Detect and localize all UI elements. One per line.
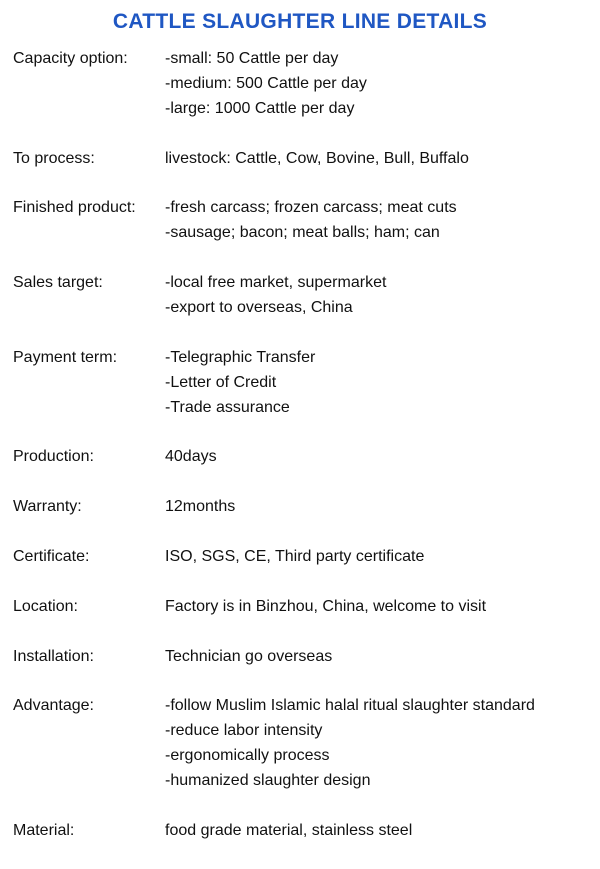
- spec-label-installation: Installation:: [13, 647, 94, 665]
- spec-values-finished-product: [165, 196, 593, 246]
- spec-label-payment-term: Payment term:: [13, 348, 118, 366]
- spec-values-location: [165, 595, 593, 620]
- spec-value-payment-term: -Trade assurance: [165, 398, 290, 416]
- spec-value-material: food grade material, stainless steel: [165, 821, 413, 839]
- spec-label-warranty: Warranty:: [13, 498, 82, 516]
- spec-value-capacity-option: -large: 1000 Cattle per day: [165, 99, 355, 117]
- spec-row-advantage: [13, 694, 593, 794]
- spec-values-advantage: [165, 694, 593, 794]
- spec-values-payment-term: [165, 346, 593, 421]
- spec-value-warranty: 12months: [165, 498, 236, 516]
- spec-label-location: Location:: [13, 597, 78, 615]
- spec-value-production: 40days: [165, 448, 217, 466]
- spec-values-material: [165, 819, 593, 844]
- spec-value-payment-term: -Letter of Credit: [165, 373, 277, 391]
- spec-label-material: Material:: [13, 821, 75, 839]
- spec-value-payment-term: -Telegraphic Transfer: [165, 348, 316, 366]
- spec-value-advantage: -follow Muslim Islamic halal ritual slaughter standard: [165, 697, 535, 715]
- spec-row-certificate: [13, 545, 593, 570]
- spec-value-certificate: ISO, SGS, CE, Third party certificate: [165, 548, 425, 566]
- spec-value-advantage: -reduce labor intensity: [165, 722, 323, 740]
- spec-value-finished-product: -fresh carcass; frozen carcass; meat cuts: [165, 199, 457, 217]
- page-title: CATTLE SLAUGHTER LINE DETAILS: [112, 10, 488, 33]
- spec-row-to-process: [13, 147, 593, 172]
- spec-label-certificate: Certificate:: [13, 548, 90, 566]
- spec-values-capacity-option: [165, 47, 593, 122]
- spec-row-payment-term: [13, 346, 593, 421]
- spec-value-sales-target: -export to overseas, China: [165, 299, 353, 317]
- spec-label-advantage: Advantage:: [13, 697, 94, 715]
- spec-label-sales-target: Sales target:: [13, 274, 103, 292]
- spec-value-finished-product: -sausage; bacon; meat balls; ham; can: [165, 224, 440, 242]
- spec-values-warranty: [165, 495, 593, 520]
- spec-row-finished-product: [13, 196, 593, 246]
- spec-row-capacity-option: [13, 47, 593, 122]
- spec-value-installation: Technician go overseas: [165, 647, 333, 665]
- spec-row-installation: [13, 645, 593, 670]
- spec-row-location: [13, 595, 593, 620]
- spec-value-advantage: -ergonomically process: [165, 747, 330, 765]
- spec-value-advantage: -humanized slaughter design: [165, 772, 371, 790]
- spec-values-installation: [165, 645, 593, 670]
- spec-label-finished-product: Finished product:: [13, 199, 136, 217]
- spec-values-production: [165, 445, 593, 470]
- spec-values-to-process: [165, 147, 593, 172]
- spec-list: [13, 47, 593, 869]
- spec-values-sales-target: [165, 271, 593, 321]
- spec-value-sales-target: -local free market, supermarket: [165, 274, 387, 292]
- spec-value-to-process: livestock: Cattle, Cow, Bovine, Bull, Buffalo: [165, 149, 469, 167]
- spec-label-capacity-option: Capacity option:: [13, 50, 128, 67]
- spec-values-certificate: [165, 545, 593, 570]
- spec-row-warranty: [13, 495, 593, 520]
- spec-label-production: Production:: [13, 448, 94, 466]
- spec-row-production: [13, 445, 593, 470]
- spec-value-location: Factory is in Binzhou, China, welcome to visit: [165, 597, 487, 615]
- spec-value-capacity-option: -medium: 500 Cattle per day: [165, 74, 367, 92]
- spec-value-capacity-option: -small: 50 Cattle per day: [165, 50, 339, 67]
- spec-row-sales-target: [13, 271, 593, 321]
- spec-row-material: [13, 819, 593, 844]
- spec-label-to-process: To process:: [13, 149, 95, 167]
